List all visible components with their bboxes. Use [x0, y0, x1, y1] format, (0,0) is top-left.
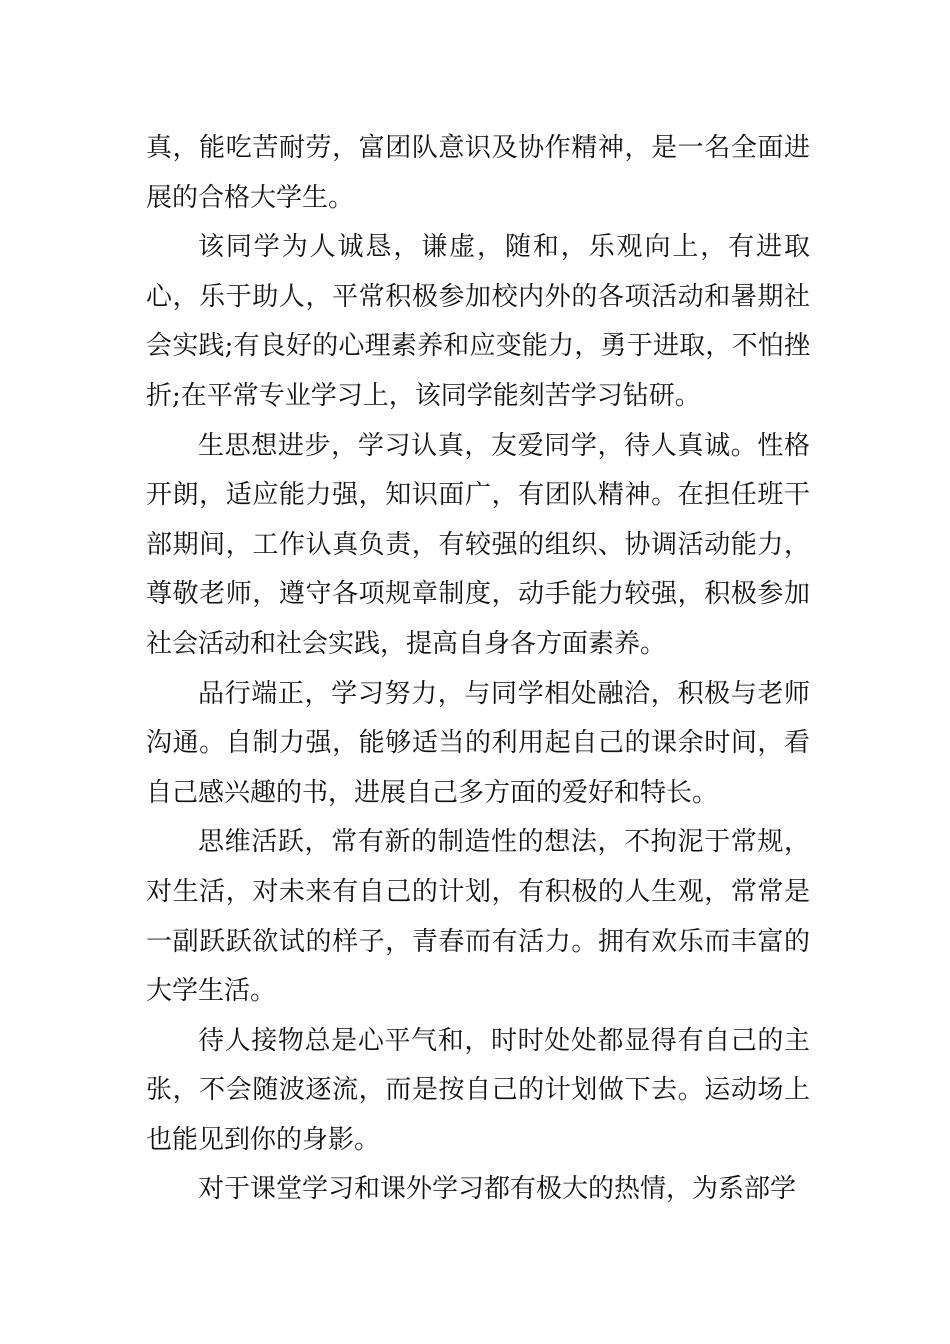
paragraph-truncated: 对于课堂学习和课外学习都有极大的热情，为系部学 [198, 1174, 797, 1205]
paragraph: 品行端正，学习努力，与同学相处融洽，积极与老师沟通。自制力强，能够适当的利用起自己的课余时间，看自己感兴趣的书，进展自己多方面的爱好和特长。 [146, 678, 810, 808]
paragraph: 待人接物总是心平气和，时时处处都显得有自己的主张，不会随波逐流，而是按自己的计划做下去。运动场上也能见到你的身影。 [146, 1025, 810, 1155]
paragraph: 该同学为人诚恳，谦虚，随和，乐观向上，有进取心，乐于助人，平常积极参加校内外的各项活动和暑期社会实践;有良好的心理素养和应变能力，勇于进取，不怕挫折;在平常专业学习上，该同学能刻苦学习钻研。 [146, 232, 810, 411]
paragraph-continued: 真，能吃苦耐劳，富团队意识及协作精神，是一名全面进展的合格大学生。 [146, 133, 810, 213]
paragraph: 思维活跃，常有新的制造性的想法，不拘泥于常规，对生活，对未来有自己的计划，有积极的人生观，常常是一副跃跃欲试的样子，青春而有活力。拥有欢乐而丰富的大学生活。 [146, 827, 810, 1007]
document-body [146, 124, 810, 1215]
paragraph: 生思想进步，学习认真，友爱同学，待人真诚。性格开朗，适应能力强，知识面广，有团队精神。在担任班干部期间，工作认真负责，有较强的组织、协调活动能力，尊敬老师，遵守各项规章制度，动手能力较强，积极参加社会活动和社会实践，提高自身各方面素养。 [146, 430, 810, 659]
